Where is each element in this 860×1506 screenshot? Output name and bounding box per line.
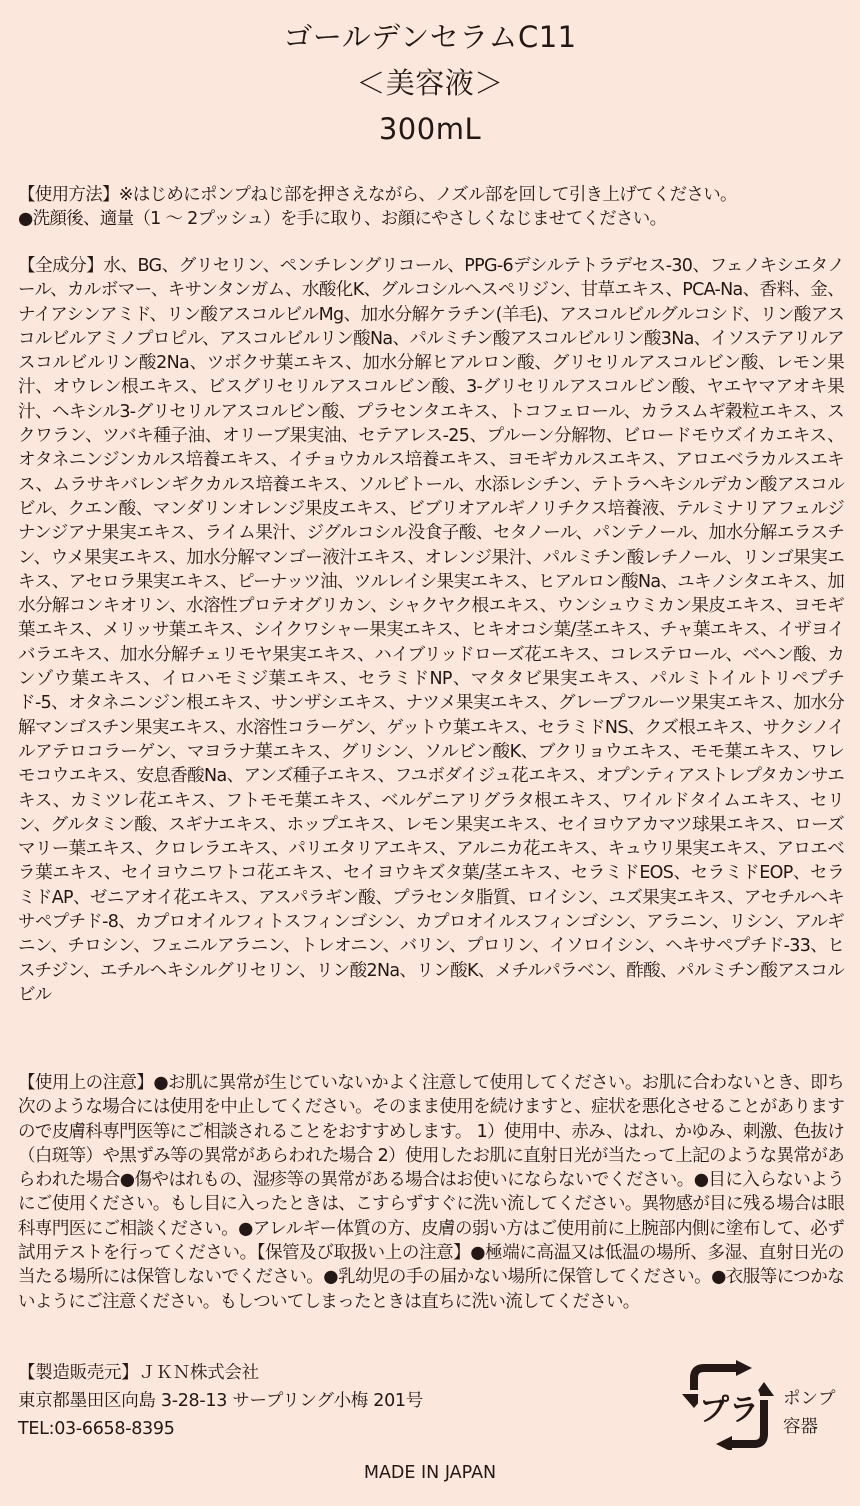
product-name: ゴールデンセラムC11 (283, 20, 577, 54)
usage-step: ●洗顔後、適量（1 ～ 2プッシュ）を手に取り、お顔にやさしくなじませてください。 (18, 209, 667, 230)
product-type: ＜美容液＞ (356, 66, 504, 100)
manufacturer-tel: TEL:03-6658-8395 (18, 1419, 175, 1439)
made-in-label: MADE IN JAPAN (363, 1463, 497, 1483)
recycle-mark-text: プラ (699, 1393, 759, 1428)
manufacturer-name: 【製造販売元】ＪＫＮ株式会社 (18, 1363, 259, 1383)
plastic-recycling-icon (674, 1360, 784, 1450)
usage-section (18, 183, 844, 232)
ingredients-section: 【全成分】水、BG、グリセリン、ペンチレングリコール、PPG-6デシルテトラデセス-30、フェノキシエタノール、カルボマー、キサンタンガム、水酸化K、グルコシルヘスペリジン、甘草エキス、PCA-Na、香料、金、ナイアシンアミド、リン酸アスコルビルMg、加水分解ケラチン(羊毛)、アスコルビルグルコシド、リン酸アスコルビルアミノプロピル、アスコルビルリン酸Na、パルミチン酸アスコルビルリン酸3Na、イソステアリルアスコルビルリン酸2Na、ツボクサ葉エキス、加水分解ヒアルロン酸、グリセリルアスコルビン酸、レモン果汁、オウレン根エキス、ビスグリセリルアスコルビン酸、3-グリセリルアスコルビン酸、ヤエヤマアオキ果汁、ヘキシル3-グリセリルアスコルビン酸、プラセンタエキス、トコフェロール、カラスムギ穀粒エキス、スクワラン、ツバキ種子油、オリーブ果実油、セテアレス-25、プルーン分解物、ビロードモウズイカエキス、オタネニンジンカルス培養エキス、イチョウカルス培養エキス、ヨモギカルスエキス、アロエベラカルスエキス、ムラサキバレンギクカルス培養エキス、ソルビトール、水添レシチン、テトラヘキシルデカン酸アスコルビル、クエン酸、マンダリンオレンジ果皮エキス、ビブリオアルギノリチクス培養液、テルミナリアフェルジナンジアナ果実エキス、ライム果汁、ジグルコシル没食子酸、セタノール、パンテノール、加水分解エラスチン、ウメ果実エキス、加水分解マンゴー液汁エキス、オレンジ果汁、パルミチン酸レチノール、リンゴ果実エキス、アセロラ果実エキス、ピーナッツ油、ツルレイシ果実エキス、ヒアルロン酸Na、ユキノシタエキス、加水分解コンキオリン、水溶性プロテオグリカン、シャクヤク根エキス、ウンシュウミカン果皮エキス、ヨモギ葉エキス、メリッサ葉エキス、シイクワシャー果実エキス、ヒキオコシ葉/茎エキス、チャ葉エキス、イザヨイバラエキス、加水分解チェリモヤ果実エキス、ハイブリッドローズ花エキス、コレステロール、ベヘン酸、カンゾウ葉エキス、イロハモミジ葉エキス、セラミドNP、マタタビ果実エキス、パルミトイルトリペプチド-5、オタネニンジン根エキス、サンザシエキス、ナツメ果実エキス、グレープフルーツ果実エキス、加水分解マンゴスチン果実エキス、水溶性コラーゲン、ゲットウ葉エキス、セラミドNS、クズ根エキス、サクシノイルアテロコラーゲン、マヨラナ葉エキス、グリシン、ソルビン酸K、ブクリョウエキス、モモ葉エキス、ワレモコウエキス、安息香酸Na、アンズ種子エキス、フユボダイジュ花エキス、オプンティアストレプタカンサエキス、カミツレ花エキス、フトモモ葉エキス、ベルゲニアリグラタ根エキス、ワイルドタイムエキス、セリン、グルタミン酸、スギナエキス、ホップエキス、レモン果実エキス、セイヨウアカマツ球果エキス、ローズマリー葉エキス、クロレラエキス、パリエタリアエキス、アルニカ花エキス、キュウリ果実エキス、アロエベラ葉エキス、セイヨウニワトコ花エキス、セイヨウキズタ葉/茎エキス、セラミドEOS、セラミドEOP、セラミドAP、ゼニアオイ花エキス、アスパラギン酸、プラセンタ脂質、ロイシン、ユズ果実エキス、アセチルヘキサペプチド-8、カプロオイルフィトスフィンゴシン、カプロオイルスフィンゴシン、アラニン、リシン、アルギニン、チロシン、フェニルアラニン、トレオニン、バリン、プロリン、イソロイシン、ヘキサペプチド-33、ヒスチジン、エチルヘキシルグリセリン、リン酸2Na、リン酸K、メチルパラベン、酢酸、パルミチン酸アスコルビル (18, 256, 844, 1005)
manufacturer-address: 東京都墨田区向島 3-28-13 サープリング小梅 201号 (18, 1391, 423, 1411)
recycle-label-line2: 容器 (783, 1417, 818, 1437)
manufacturer-info (18, 1359, 423, 1443)
cautions-section: 【使用上の注意】●お肌に異常が生じていないかよく注意して使用してください。お肌に合わないとき、即ち次のような場合には使用を中止してください。そのまま使用を続けますと、症状を悪化させることがありますので皮膚科専門医等にご相談されることをおすすめします。 1）使用中、赤み、はれ、かゆみ、刺激、色抜け（白斑等）や黒ずみ等の異常があらわれた場合 2）使用したお肌に直射日光が当たって上記のような異常があらわれた場合●傷やはれもの、湿疹等の異常がある場合はお使いにならないでください。●目に入らないようにご使用ください。もし目に入ったときは、こすらずすぐに洗い流してください。異物感が目に残る場合は眼科専門医にご相談ください。●アレルギー体質の方、皮膚の弱い方はご使用前に上腕部内側に塗布して、必ず試用テストを行ってください。【保管及び取扱い上の注意】●極端に高温又は低温の場所、多湿、直射日光の当たる場所には保管しないでください。●乳幼児の手の届かない場所に保管してください。●衣服等につかないようにご注意ください。もしついてしまったときは直ちに洗い流してください。 (18, 1073, 844, 1312)
product-volume: 300mL (378, 112, 482, 146)
recycle-label (783, 1385, 836, 1441)
usage-instruction: 【使用方法】※はじめにポンプねじ部を押さえながら、ノズル部を回して引き上げてください。 (18, 185, 737, 205)
title-block (0, 14, 860, 152)
recycle-label-line1: ポンプ (783, 1389, 836, 1409)
